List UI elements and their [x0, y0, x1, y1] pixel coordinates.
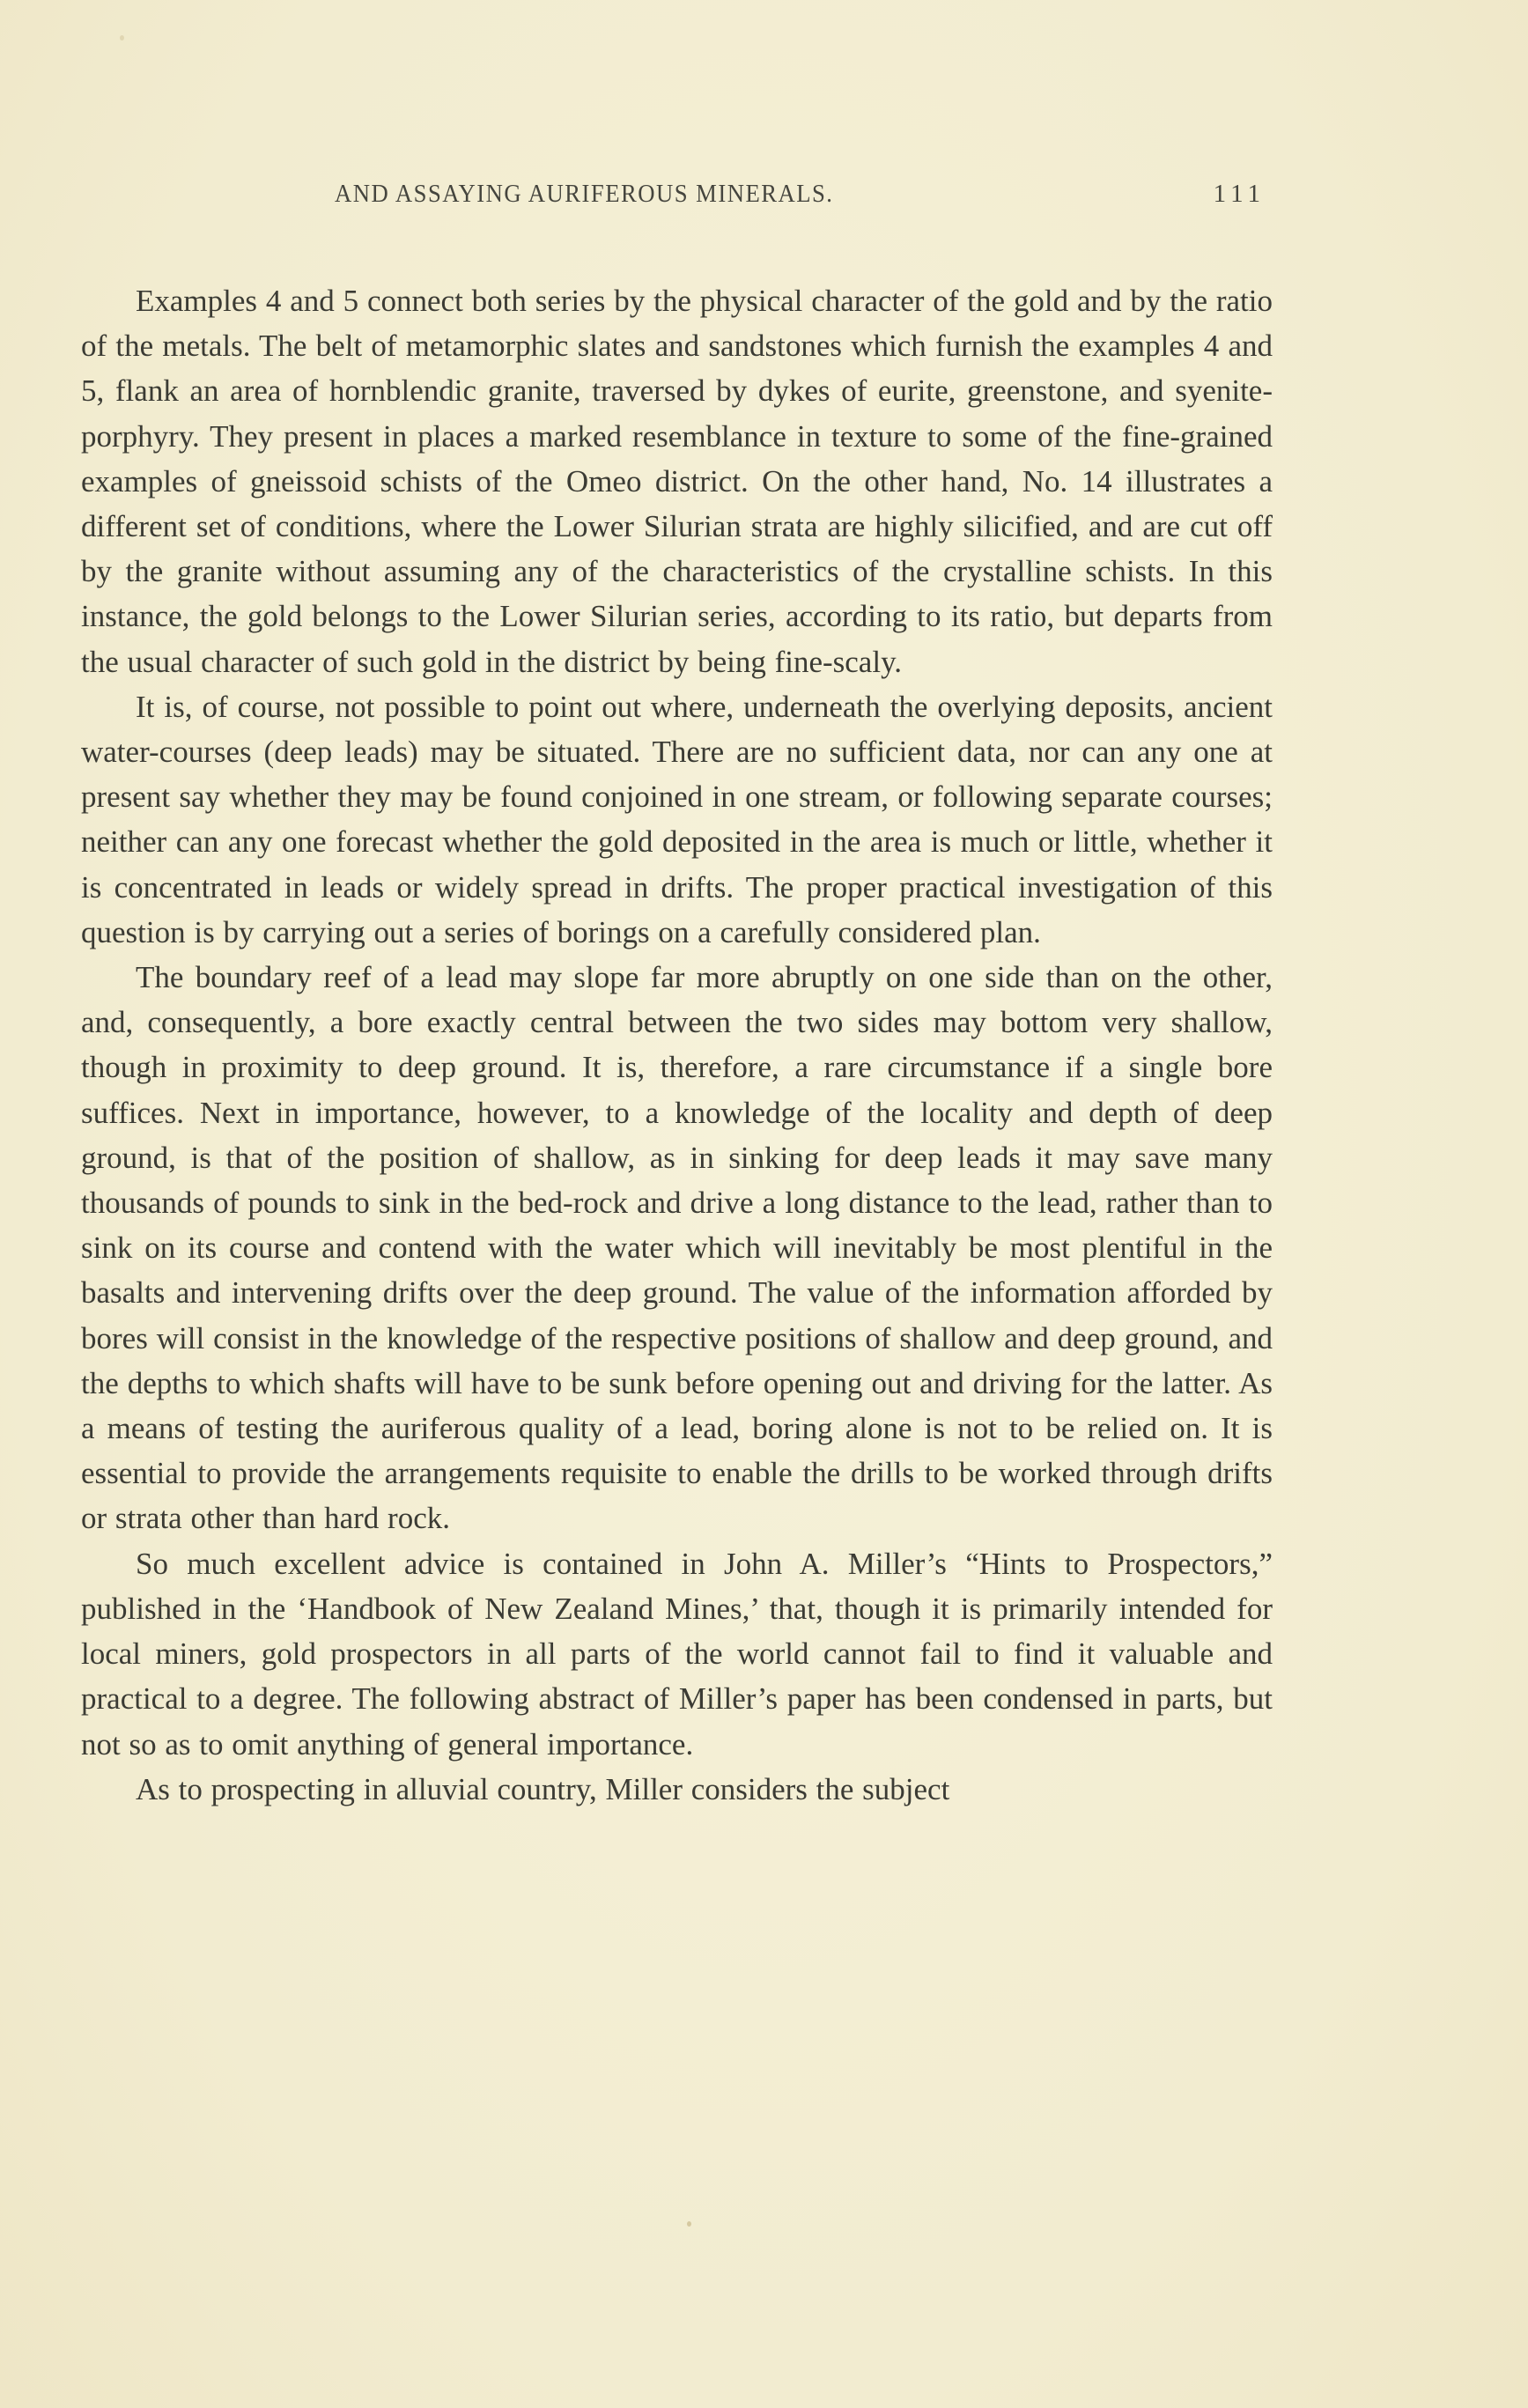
paragraph-examples-4-and-5: Examples 4 and 5 connect both series by the physical character of the gold and by the ratio of the metals. The belt of metamorphic slates and sandstones which furnish the examples 4 and 5, flank an area of hornblendic granite, traversed by dykes of eurite, greenstone, and syenite-porphyry. They present in places a marked resemblance in texture to some of the fine-grained examples of gneissoid schists of the Omeo district. On the other hand, No. 14 illustrates a different set of conditions, where the Lower Silurian strata are highly silicified, and are cut off by the granite without assuming any of the characteristics of the crystalline schists. In this instance, the gold belongs to the Lower Silurian series, according to its ratio, but departs from the usual character of such gold in the district by being fine-scaly. — [81, 284, 1273, 679]
running-head — [81, 176, 1273, 213]
paper-speck — [687, 2221, 691, 2227]
paragraph-millers-hints: So much excellent advice is contained in John A. Miller’s “Hints to Prospectors,” published in the ‘Handbook of New Zealand Mines,’ that, though it is primarily intended for local miners, gold prospectors in all parts of the world cannot fail to find it valuable and practical to a degree. The following abstract of Miller’s paper has been condensed in parts, but not so as to omit anything of general importance. — [81, 1546, 1273, 1762]
paragraph-deep-leads: It is, of course, not possible to point out where, underneath the overlying deposits, ancient water-courses (deep leads) may be situated. There are no sufficient data, nor can any one at present say whether they may be found conjoined in one stream, or following separate courses; neither can any one forecast whether the gold deposited in the area is much or little, whether it is concentrated in leads or widely spread in drifts. The proper practical investigation of this question is by carrying out a series of borings on a carefully considered plan. — [81, 689, 1273, 949]
body-text — [81, 278, 1273, 1812]
paragraph-alluvial-prospecting: As to prospecting in alluvial country, Miller considers the subject — [136, 1771, 950, 1806]
page-number: 111 — [1213, 180, 1266, 208]
paper-speck — [120, 35, 124, 41]
running-head-title: AND ASSAYING AURIFEROUS MINERALS. — [335, 180, 834, 208]
book-page — [81, 176, 1273, 1812]
paragraph-boundary-reef: The boundary reef of a lead may slope far more abruptly on one side than on the other, and, consequently, a bore exactly central between the two sides may bottom very shallow, though in proximity to deep ground. It is, therefore, a rare circumstance if a single bore suffices. Next in importance, however, to a knowledge of the locality and depth of deep ground, is that of the position of shallow, as in sinking for deep leads it may save many thousands of pounds to sink in the bed-rock and drive a long distance to the lead, rather than to sink on its course and contend with the water which will inevitably be most plentiful in the basalts and intervening drifts over the deep ground. The value of the information afforded by bores will consist in the knowledge of the respective positions of shallow and deep ground, and the depths to which shafts will have to be sunk before opening out and driving for the latter. As a means of testing the auriferous quality of a lead, boring alone is not to be relied on. It is essential to provide the arrangements requisite to enable the drills to be worked through drifts or strata other than hard rock. — [81, 960, 1273, 1536]
